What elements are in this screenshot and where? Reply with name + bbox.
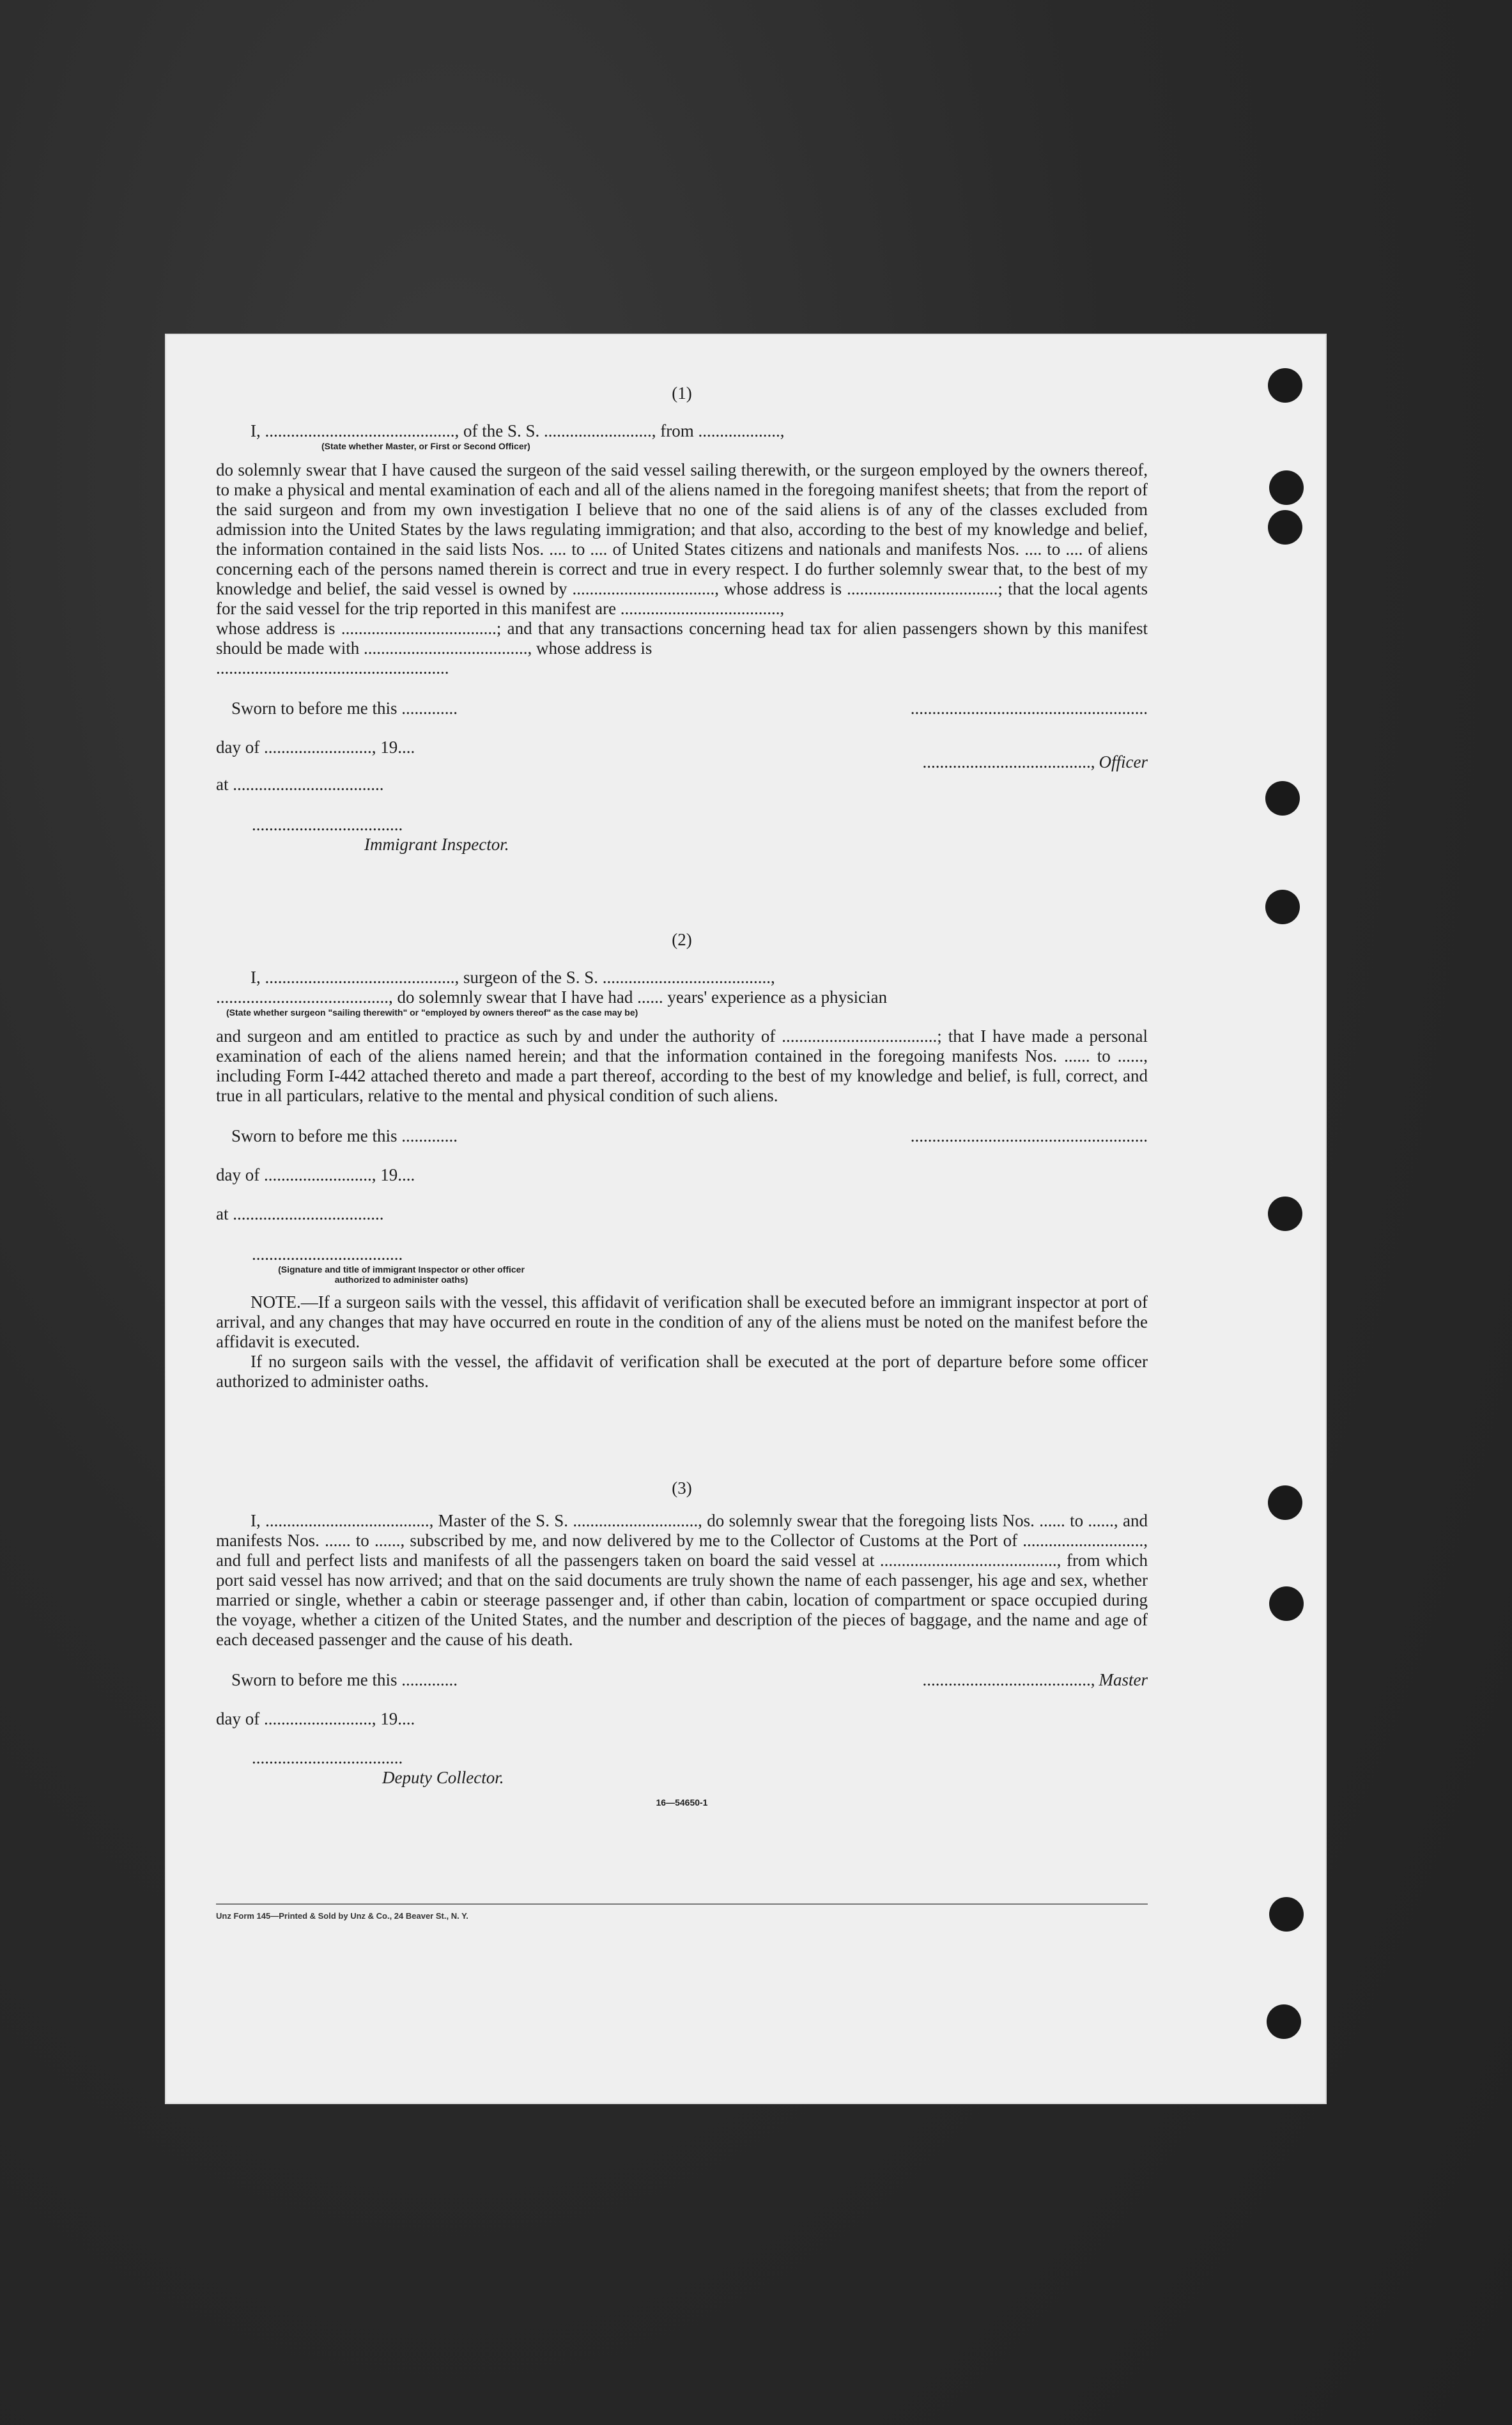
note-paragraph: NOTE.—If a surgeon sails with the vessel, this affidavit of verification shall be executed before an immigrant inspector at port of arrival, and any changes that may have occurred en route in the condition of any of the aliens must be noted on the manifest before the affidavit is executed. xyxy=(216,1292,1148,1351)
field-hint: (State whether surgeon "sailing therewith" or "employed by owners thereof" as the case may be) xyxy=(226,1007,638,1018)
section-number: (1) xyxy=(672,384,692,403)
collector-label: Deputy Collector. xyxy=(382,1768,504,1787)
punch-hole xyxy=(1269,470,1304,505)
field-hint: (Signature and title of immigrant Inspector or other officer authorized to administer oaths) xyxy=(278,1264,525,1285)
date-line: day of ........................., 19.... xyxy=(216,1709,415,1728)
signature-line: ....................................................... xyxy=(910,1126,1148,1145)
place-line: at ................................... xyxy=(216,775,384,794)
oath-body-end: ...................................................... xyxy=(216,658,449,678)
oath-body-continued: whose address is ....................................; and that any transactions concerning head tax for alien passengers shown by this manifest should be made with ......................................, whose address is xyxy=(216,619,1148,658)
date-line: day of ........................., 19.... xyxy=(216,738,415,757)
punch-hole xyxy=(1268,510,1302,545)
oath-body: and surgeon and am entitled to practice as such by and under the authority of ....................................; that I have made a personal examination of each of the aliens named herein; and that the information contained in the foregoing manifests Nos. ...... to ......, including Form I-442 attached thereto and made a part thereof, according to the best of my knowledge and belief, is full, correct, and true in all particulars, relative to the mental and physical condition of such aliens. xyxy=(216,1027,1148,1105)
note-paragraph: If no surgeon sails with the vessel, the affidavit of verification shall be executed at the port of departure before some officer authorized to administer oaths. xyxy=(216,1352,1148,1391)
sworn-line: Sworn to before me this ............. xyxy=(231,1670,458,1689)
punch-hole xyxy=(1265,781,1300,816)
sworn-line: Sworn to before me this ............. xyxy=(231,1126,458,1145)
signature-line: ....................................................... xyxy=(910,699,1148,718)
affidavit-surgeon xyxy=(216,930,1148,1391)
collector-signature-line: ................................... xyxy=(252,1748,403,1767)
punch-hole xyxy=(1268,1485,1302,1520)
master-label: Master xyxy=(1099,1670,1148,1689)
signature-line: ................................... xyxy=(252,1244,403,1264)
affidavit-master xyxy=(216,384,1148,855)
officer-signature-line: ......................................., xyxy=(922,752,1095,771)
oath-line: I, ............................................, surgeon of the S. S. ......................................., xyxy=(251,968,775,987)
form-number: 16—54650-1 xyxy=(656,1797,708,1808)
oath-line: I, ............................................, of the S. S. ........................., from ..................., xyxy=(251,421,785,440)
date-line: day of ........................., 19.... xyxy=(216,1165,415,1184)
affidavit-master-delivery xyxy=(216,1478,1148,1813)
inspector-signature-line: ................................... xyxy=(252,815,403,834)
punch-hole xyxy=(1269,1586,1304,1621)
affidavits xyxy=(216,384,1148,1813)
oath-body: do solemnly swear that I have caused the surgeon of the said vessel sailing therewith, or the surgeon employed by the owners thereof, to make a physical and mental examination of each and all of the aliens named in the foregoing manifest sheets; that from the report of the said surgeon and from my own investigation I believe that no one of the said aliens is of any of the classes excluded from admission into the United States by the laws regulating immigration; and that also, according to the best of my knowledge and belief, the information contained in the said lists Nos. .... to .... of United States citizens and nationals and manifests Nos. .... to .... of aliens concerning each of the persons named therein is correct and true in every respect. I do further solemnly swear that, to the best of my knowledge and belief, the said vessel is owned by ................................., whose address is ...................................; that the local agents for the said vessel for the trip reported in this manifest are ....................................., xyxy=(216,460,1148,618)
punch-hole xyxy=(1268,1197,1302,1231)
inspector-label: Immigrant Inspector. xyxy=(364,835,509,854)
sworn-line: Sworn to before me this ............. xyxy=(231,699,458,718)
punch-hole xyxy=(1268,368,1302,403)
section-number: (3) xyxy=(672,1478,692,1498)
master-signature-line: ......................................., xyxy=(922,1670,1095,1689)
field-hint: (State whether Master, or First or Second Officer) xyxy=(321,441,530,451)
officer-label: Officer xyxy=(1099,752,1148,771)
section-number: (2) xyxy=(672,930,692,949)
oath-body: I, ......................................, Master of the S. S. ............................., do solemnly swear that the foregoing lists Nos. ...... to ......, and manifests Nos. ...... to ......, subscribed by me, and now delivered by me to the Collector of Customs at the Port of ............................, and full and perfect lists and manifests of all the passengers taken on board the said vessel at ........................................., from which port said vessel has now arrived; and that on the said documents are truly shown the name of each passenger, his age and sex, whether married or single, whether a cabin or steerage passenger and, if other than cabin, location of compartment or space occupied during the voyage, whether a citizen of the United States, and the number and description of the pieces of baggage, and the name and age of each deceased passenger and the cause of his death. xyxy=(216,1511,1148,1649)
punch-hole xyxy=(1265,890,1300,924)
punch-hole xyxy=(1269,1897,1304,1932)
punch-hole xyxy=(1267,2004,1301,2039)
oath-line: ........................................, do solemnly swear that I have had ...... years' experience as a physician xyxy=(216,988,888,1007)
printer-imprint: Unz Form 145—Printed & Sold by Unz & Co., 24 Beaver St., N. Y. xyxy=(216,1911,468,1921)
place-line: at ................................... xyxy=(216,1204,384,1223)
footer-divider xyxy=(216,1903,1148,1905)
